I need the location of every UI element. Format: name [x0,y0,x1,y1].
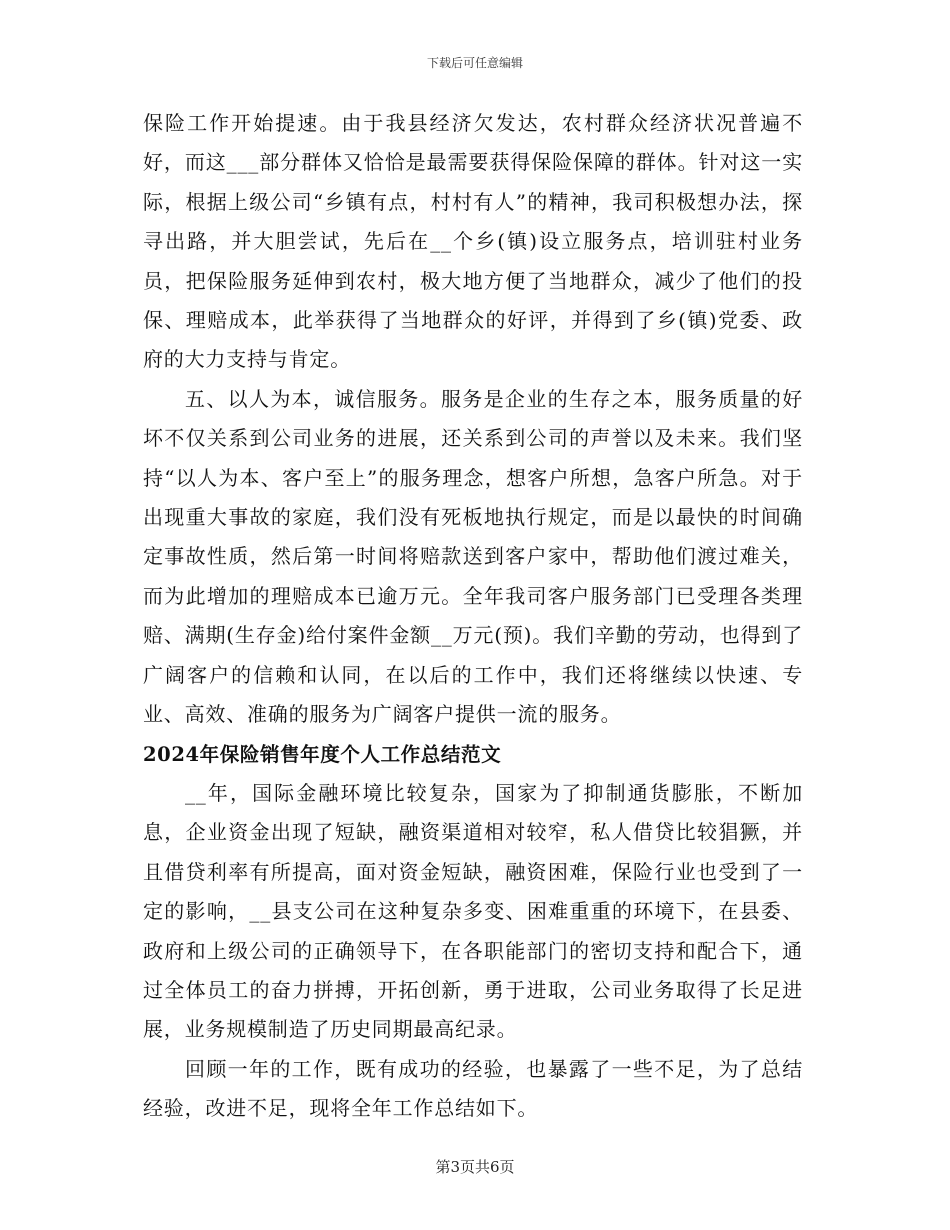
paragraph-intro: __年，国际金融环境比较复杂，国家为了抑制通货膨胀，不断加息，企业资金出现了短缺，融资渠道相对较窄，私人借贷比较猖獗，并且借贷利率有所提高，面对资金短缺，融资困难，保险行业也受到了一定的影响，__县支公司在这种复杂多变、困难重重的环境下，在县委、政府和上级公司的正确领导下，在各职能部门的密切支持和配合下，通过全体员工的奋力拼搏，开拓创新，勇于进取，公司业务取得了长足进展，业务规模制造了历史同期最高纪录。 [143,780,803,1042]
paragraph-section-five: 五、以人为本，诚信服务。服务是企业的生存之本，服务质量的好坏不仅关系到公司业务的进展，还关系到公司的声誉以及未来。我们坚持“以人为本、客户至上”的服务理念，想客户所想，急客户所急。对于出现重大事故的家庭，我们没有死板地执行规定，而是以最快的时间确定事故性质，然后第一时间将赔款送到客户家中，帮助他们渡过难关，而为此增加的理赔成本已逾万元。全年我司客户服务部门已受理各类理赔、满期(生存金)给付案件金额__万元(预)。我们辛勤的劳动，也得到了广阔客户的信赖和认同，在以后的工作中，我们还将继续以快速、专业、高效、准确的服务为广阔客户提供一流的服务。 [143,386,803,727]
paragraph-review: 回顾一年的工作，既有成功的经验，也暴露了一些不足，为了总结经验，改进不足，现将全年工作总结如下。 [143,1056,803,1121]
document-body [143,104,803,1129]
article-title: 2024年保险销售年度个人工作总结范文 [143,742,502,766]
paragraph-continued: 保险工作开始提速。由于我县经济欠发达，农村群众经济状况普遍不好，而这___部分群体又恰恰是最需要获得保险保障的群体。针对这一实际，根据上级公司“乡镇有点，村村有人”的精神，我司积极想办法，探寻出路，并大胆尝试，先后在__个乡(镇)设立服务点，培训驻村业务员，把保险服务延伸到农村，极大地方便了当地群众，减少了他们的投保、理赔成本，此举获得了当地群众的好评，并得到了乡(镇)党委、政府的大力支持与肯定。 [143,111,803,372]
page-number: 第3页共6页 [435,1158,515,1176]
page-header-note: 下载后可任意编辑 [426,56,523,70]
